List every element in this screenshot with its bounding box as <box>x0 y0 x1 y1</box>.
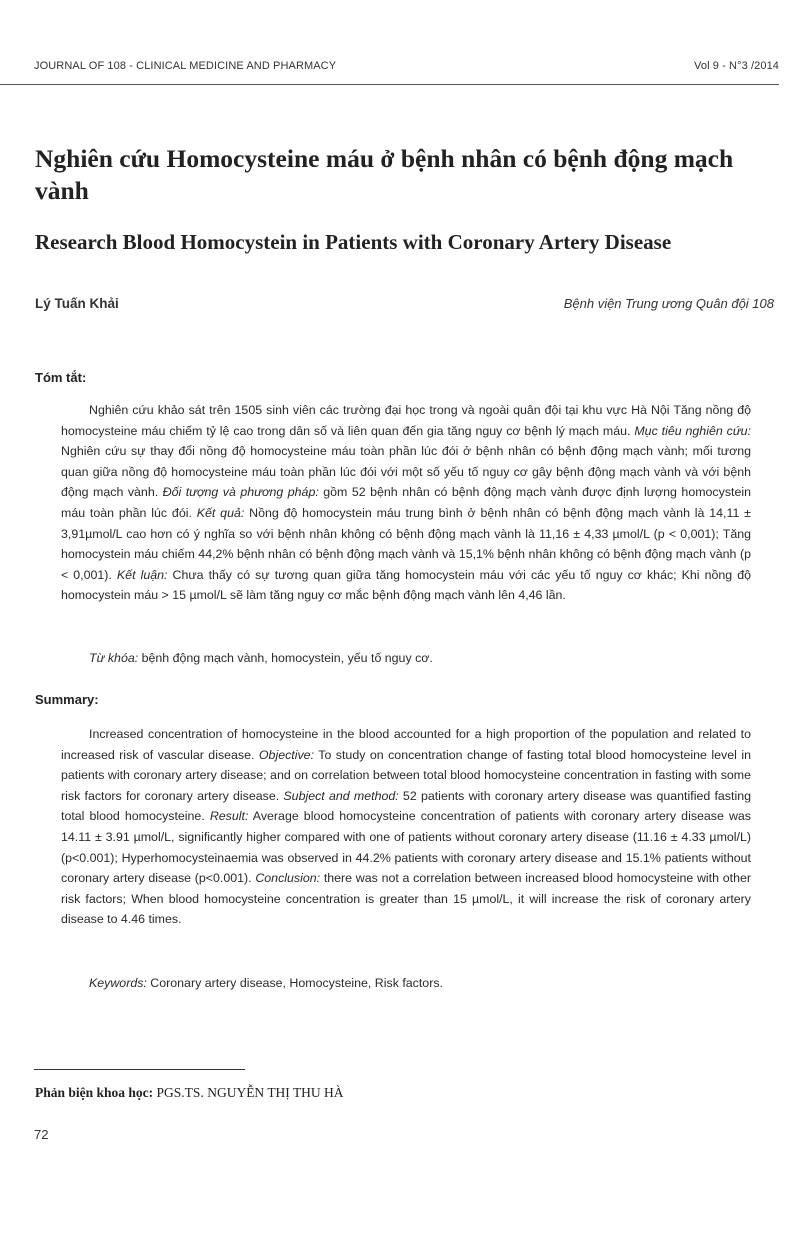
page-number: 72 <box>34 1127 49 1142</box>
vi-abstract-body <box>61 400 751 606</box>
vi-keywords-label: Từ khóa: <box>89 651 139 665</box>
en-keywords-text: Coronary artery disease, Homocysteine, Risk factors. <box>146 976 443 990</box>
en-objective-text: To study on concentration change of fasting total blood homocysteine level in patients with coronary artery disease; and on correlation between total blood homocysteine concentration in fasting with some risk factors for coronary artery disease. <box>61 747 751 803</box>
vi-conclusion-text: Chưa thấy có sự tương quan giữa tăng homocystein máu với các yếu tố nguy cơ khác; Khi nồng độ homocystein máu > 15 µmol/L sẽ làm tăng nguy cơ mắc bệnh động mạch vành lên 4,46 lần. <box>61 567 751 603</box>
header-rule <box>0 84 779 85</box>
vi-result-label: Kết quả: <box>196 505 245 520</box>
vi-keywords <box>89 651 433 665</box>
vi-abstract-intro: Nghiên cứu khảo sát trên 1505 sinh viên các trường đại học trong và ngoài quân đội tại khu vực Hà Nội Tăng nồng độ homocysteine máu chiếm tỷ lệ cao trong dân số và liên quan đến gia tăng nguy cơ bệnh lý mạch máu. <box>61 403 751 438</box>
en-conclusion-text: there was not a correlation between increased blood homocysteine with other risk factors; When blood homocysteine concentration is greater than 15 µmol/L, it will increase the risk of coronary artery disease to 4.46 times. <box>61 871 751 927</box>
en-keywords-label: Keywords: <box>89 976 147 990</box>
reviewer-label: Phản biện khoa học: <box>35 1085 154 1100</box>
title-vietnamese: Nghiên cứu Homocysteine máu ở bệnh nhân có bệnh động mạch vành <box>35 144 734 205</box>
volume-issue: Vol 9 - N°3 /2014 <box>694 60 779 72</box>
vi-result-text: Nồng độ homocystein máu trung bình ở bệnh nhân có bệnh động mạch vành là 14,11 ± 3,91µmol/L cao hơn có ý nghĩa so với bệnh nhân không có bệnh động mạch vành là 11,16 ± 4,33 µmol/L (p < 0,001); Tăng homocystein máu chiếm 44,2% bệnh nhân có bệnh động mạch vành và 15,1% bệnh nhân không có bệnh động mạch vành (p < 0,001). <box>61 505 751 582</box>
footnote-rule <box>34 1069 245 1070</box>
en-objective-label: Objective: <box>258 747 315 762</box>
author-name: Lý Tuấn Khải <box>35 296 119 311</box>
en-keywords <box>89 976 443 990</box>
vi-conclusion-label: Kết luận: <box>116 567 168 582</box>
vi-keywords-text: bệnh động mạch vành, homocystein, yếu tố nguy cơ. <box>138 651 433 665</box>
en-method-text: 52 patients with coronary artery disease was quantified fasting total blood homocysteine. <box>61 788 751 824</box>
reviewer-note <box>35 1085 344 1101</box>
en-abstract-intro: Increased concentration of homocysteine in the blood accounted for a high proportion of the population and related to increased risk of vascular disease. <box>61 727 751 762</box>
author-affiliation: Bệnh viện Trung ương Quân đội 108 <box>563 296 774 311</box>
vi-method-text: gồm 52 bệnh nhân có bệnh động mạch vành được định lượng homocystein máu toàn phần lúc đói. <box>61 485 751 520</box>
en-result-text: Average blood homocysteine concentration of patients with coronary artery disease was 14.11 ± 3.91 µmol/L, significantly higher compared with one of patients without coronary artery disease (11.16 ± 4.33 µmol/L) (p<0.001); Hyperhomocysteinaemia was observed in 44.2% patients with coronary artery disease and 15.1% patients without coronary artery disease (p<0.001). <box>61 809 751 886</box>
reviewer-name: PGS.TS. NGUYỄN THỊ THU HÀ <box>153 1085 344 1100</box>
en-result-label: Result: <box>209 809 249 824</box>
running-header <box>34 60 779 78</box>
en-conclusion-label: Conclusion: <box>255 871 321 886</box>
title-english: Research Blood Homocystein in Patients with Coronary Artery Disease <box>35 230 672 254</box>
vi-abstract-heading: Tóm tắt: <box>35 370 87 385</box>
journal-name: JOURNAL OF 108 - CLINICAL MEDICINE AND PHARMACY <box>34 60 337 72</box>
vi-objective-label: Mục tiêu nghiên cứu: <box>634 423 752 438</box>
vi-method-label: Đối tượng và phương pháp: <box>162 485 319 500</box>
en-method-label: Subject and method: <box>283 788 399 803</box>
vi-objective-text: Nghiên cứu sự thay đổi nồng độ homocysteine máu toàn phần lúc đói ở bệnh nhân có bệnh động mạch vành; mối tương quan giữa nồng độ homocysteine máu toàn phần lúc đói với một số yếu tố nguy cơ gây bệnh động mạch vành và với bệnh động mạch vành. <box>61 444 751 500</box>
en-abstract-body <box>61 724 751 930</box>
en-abstract-heading: Summary: <box>35 692 99 707</box>
